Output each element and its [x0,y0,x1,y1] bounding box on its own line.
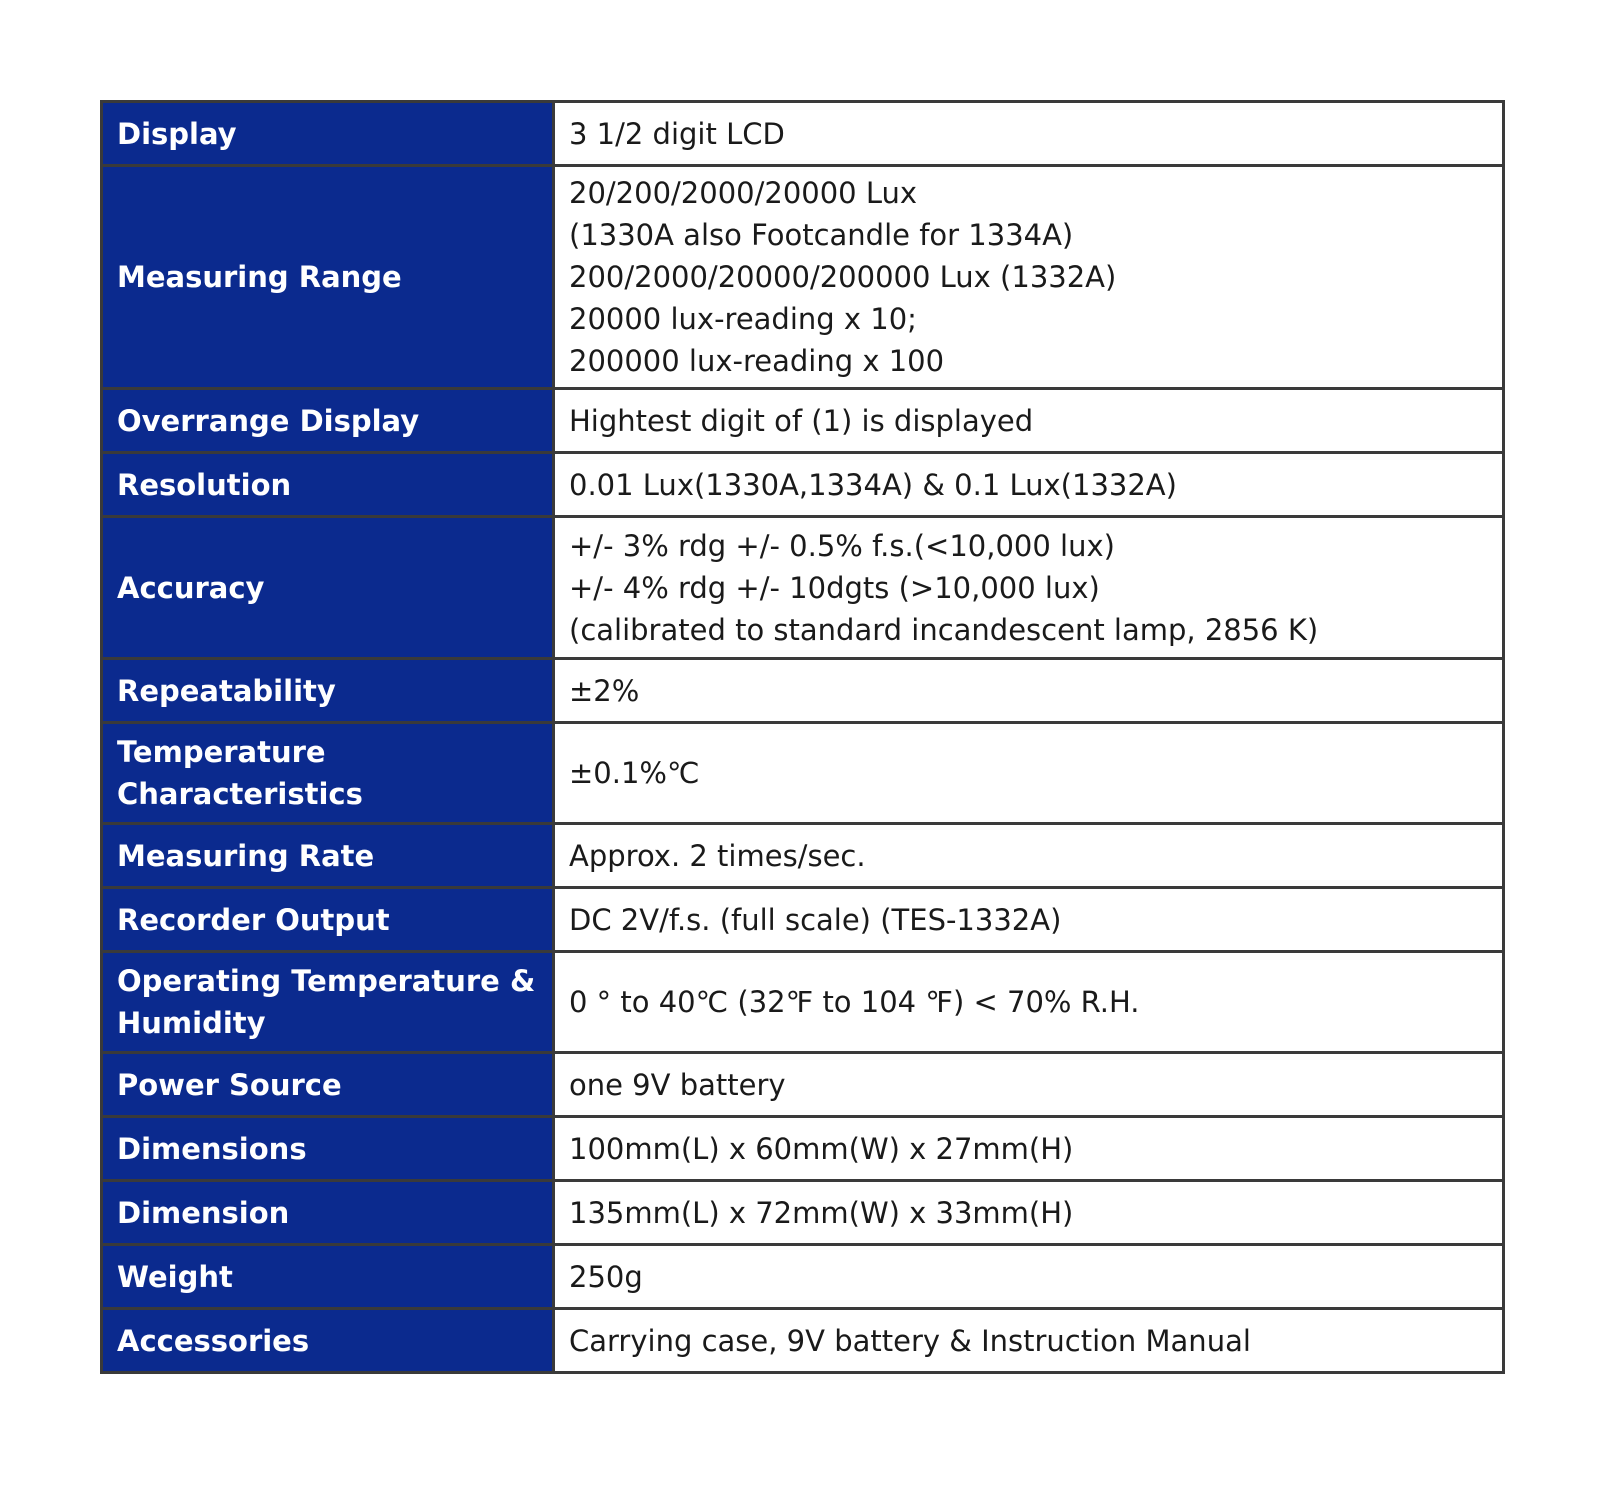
spec-label-power-source: Power Source [102,1053,554,1117]
spec-value-line: one 9V battery [569,1067,786,1102]
spec-value-line: Approx. 2 times/sec. [569,838,866,873]
spec-value-line: 100mm(L) x 60mm(W) x 27mm(H) [569,1131,1074,1166]
spec-row-resolution [102,453,1504,517]
spec-value-operating-temperature-humidity [554,952,1504,1053]
spec-value-line: Hightest digit of (1) is displayed [569,403,1034,438]
spec-value-accuracy [554,517,1504,659]
spec-value-line: 0 ° to 40℃ (32℉ to 104 ℉) < 70% R.H. [569,985,1140,1019]
spec-value-line: 0.01 Lux(1330A,1334A) & 0.1 Lux(1332A) [569,467,1177,502]
spec-value-line: 200000 lux-reading x 100 [569,344,945,378]
spec-value-line: (calibrated to standard incandescent lamp, 2856 K) [569,612,1319,647]
spec-value-display [554,102,1504,166]
spec-value-line: ±0.1%℃ [569,756,700,790]
spec-label-dimension: Dimension [102,1181,554,1245]
spec-row-dimension [102,1181,1504,1245]
spec-row-operating-temperature-humidity [102,952,1504,1053]
spec-label-accuracy: Accuracy [102,517,554,659]
spec-row-weight [102,1245,1504,1309]
spec-value-overrange-display [554,389,1504,453]
spec-value-repeatability [554,659,1504,723]
spec-row-dimensions [102,1117,1504,1181]
spec-value-dimension [554,1181,1504,1245]
spec-value-measuring-rate [554,824,1504,888]
spec-value-line: (1330A also Footcandle for 1334A) [569,218,1074,252]
spec-value-dimensions [554,1117,1504,1181]
spec-label-weight: Weight [102,1245,554,1309]
spec-row-recorder-output [102,888,1504,952]
spec-value-line: 135mm(L) x 72mm(W) x 33mm(H) [569,1195,1074,1230]
spec-row-accessories [102,1309,1504,1373]
spec-value-line: +/- 4% rdg +/- 10dgts (>10,000 lux) [569,570,1100,605]
spec-value-line: 200/2000/20000/200000 Lux (1332A) [569,260,1117,294]
spec-label-measuring-rate: Measuring Rate [102,824,554,888]
spec-row-power-source [102,1053,1504,1117]
spec-row-display [102,102,1504,166]
spec-row-accuracy [102,517,1504,659]
spec-label-resolution: Resolution [102,453,554,517]
spec-value-line: 20/200/2000/20000 Lux [569,176,918,210]
spec-value-power-source [554,1053,1504,1117]
spec-value-temperature-characteristics [554,723,1504,824]
spec-label-overrange-display: Overrange Display [102,389,554,453]
spec-table [100,100,1505,1374]
spec-label-measuring-range: Measuring Range [102,166,554,389]
spec-value-resolution [554,453,1504,517]
spec-value-line: DC 2V/f.s. (full scale) (TES-1332A) [569,902,1062,937]
spec-value-line: 20000 lux-reading x 10; [569,302,917,336]
spec-value-line: Carrying case, 9V battery & Instruction Manual [569,1323,1251,1358]
spec-value-recorder-output [554,888,1504,952]
spec-value-line: ±2% [569,673,640,708]
spec-row-temperature-characteristics [102,723,1504,824]
spec-value-line: +/- 3% rdg +/- 0.5% f.s.(<10,000 lux) [569,528,1115,563]
spec-table-body [102,102,1504,1373]
spec-label-repeatability: Repeatability [102,659,554,723]
spec-row-measuring-range [102,166,1504,389]
spec-row-repeatability [102,659,1504,723]
spec-label-display: Display [102,102,554,166]
spec-label-recorder-output: Recorder Output [102,888,554,952]
spec-label-operating-temperature-humidity: Operating Temperature & Humidity [102,952,554,1053]
spec-row-measuring-rate [102,824,1504,888]
spec-value-weight [554,1245,1504,1309]
spec-row-overrange-display [102,389,1504,453]
spec-value-measuring-range [554,166,1504,389]
spec-value-accessories [554,1309,1504,1373]
spec-label-accessories: Accessories [102,1309,554,1373]
spec-label-temperature-characteristics: Temperature Characteristics [102,723,554,824]
spec-label-dimensions: Dimensions [102,1117,554,1181]
spec-value-line: 250g [569,1259,643,1294]
spec-value-line: 3 1/2 digit LCD [569,116,785,151]
